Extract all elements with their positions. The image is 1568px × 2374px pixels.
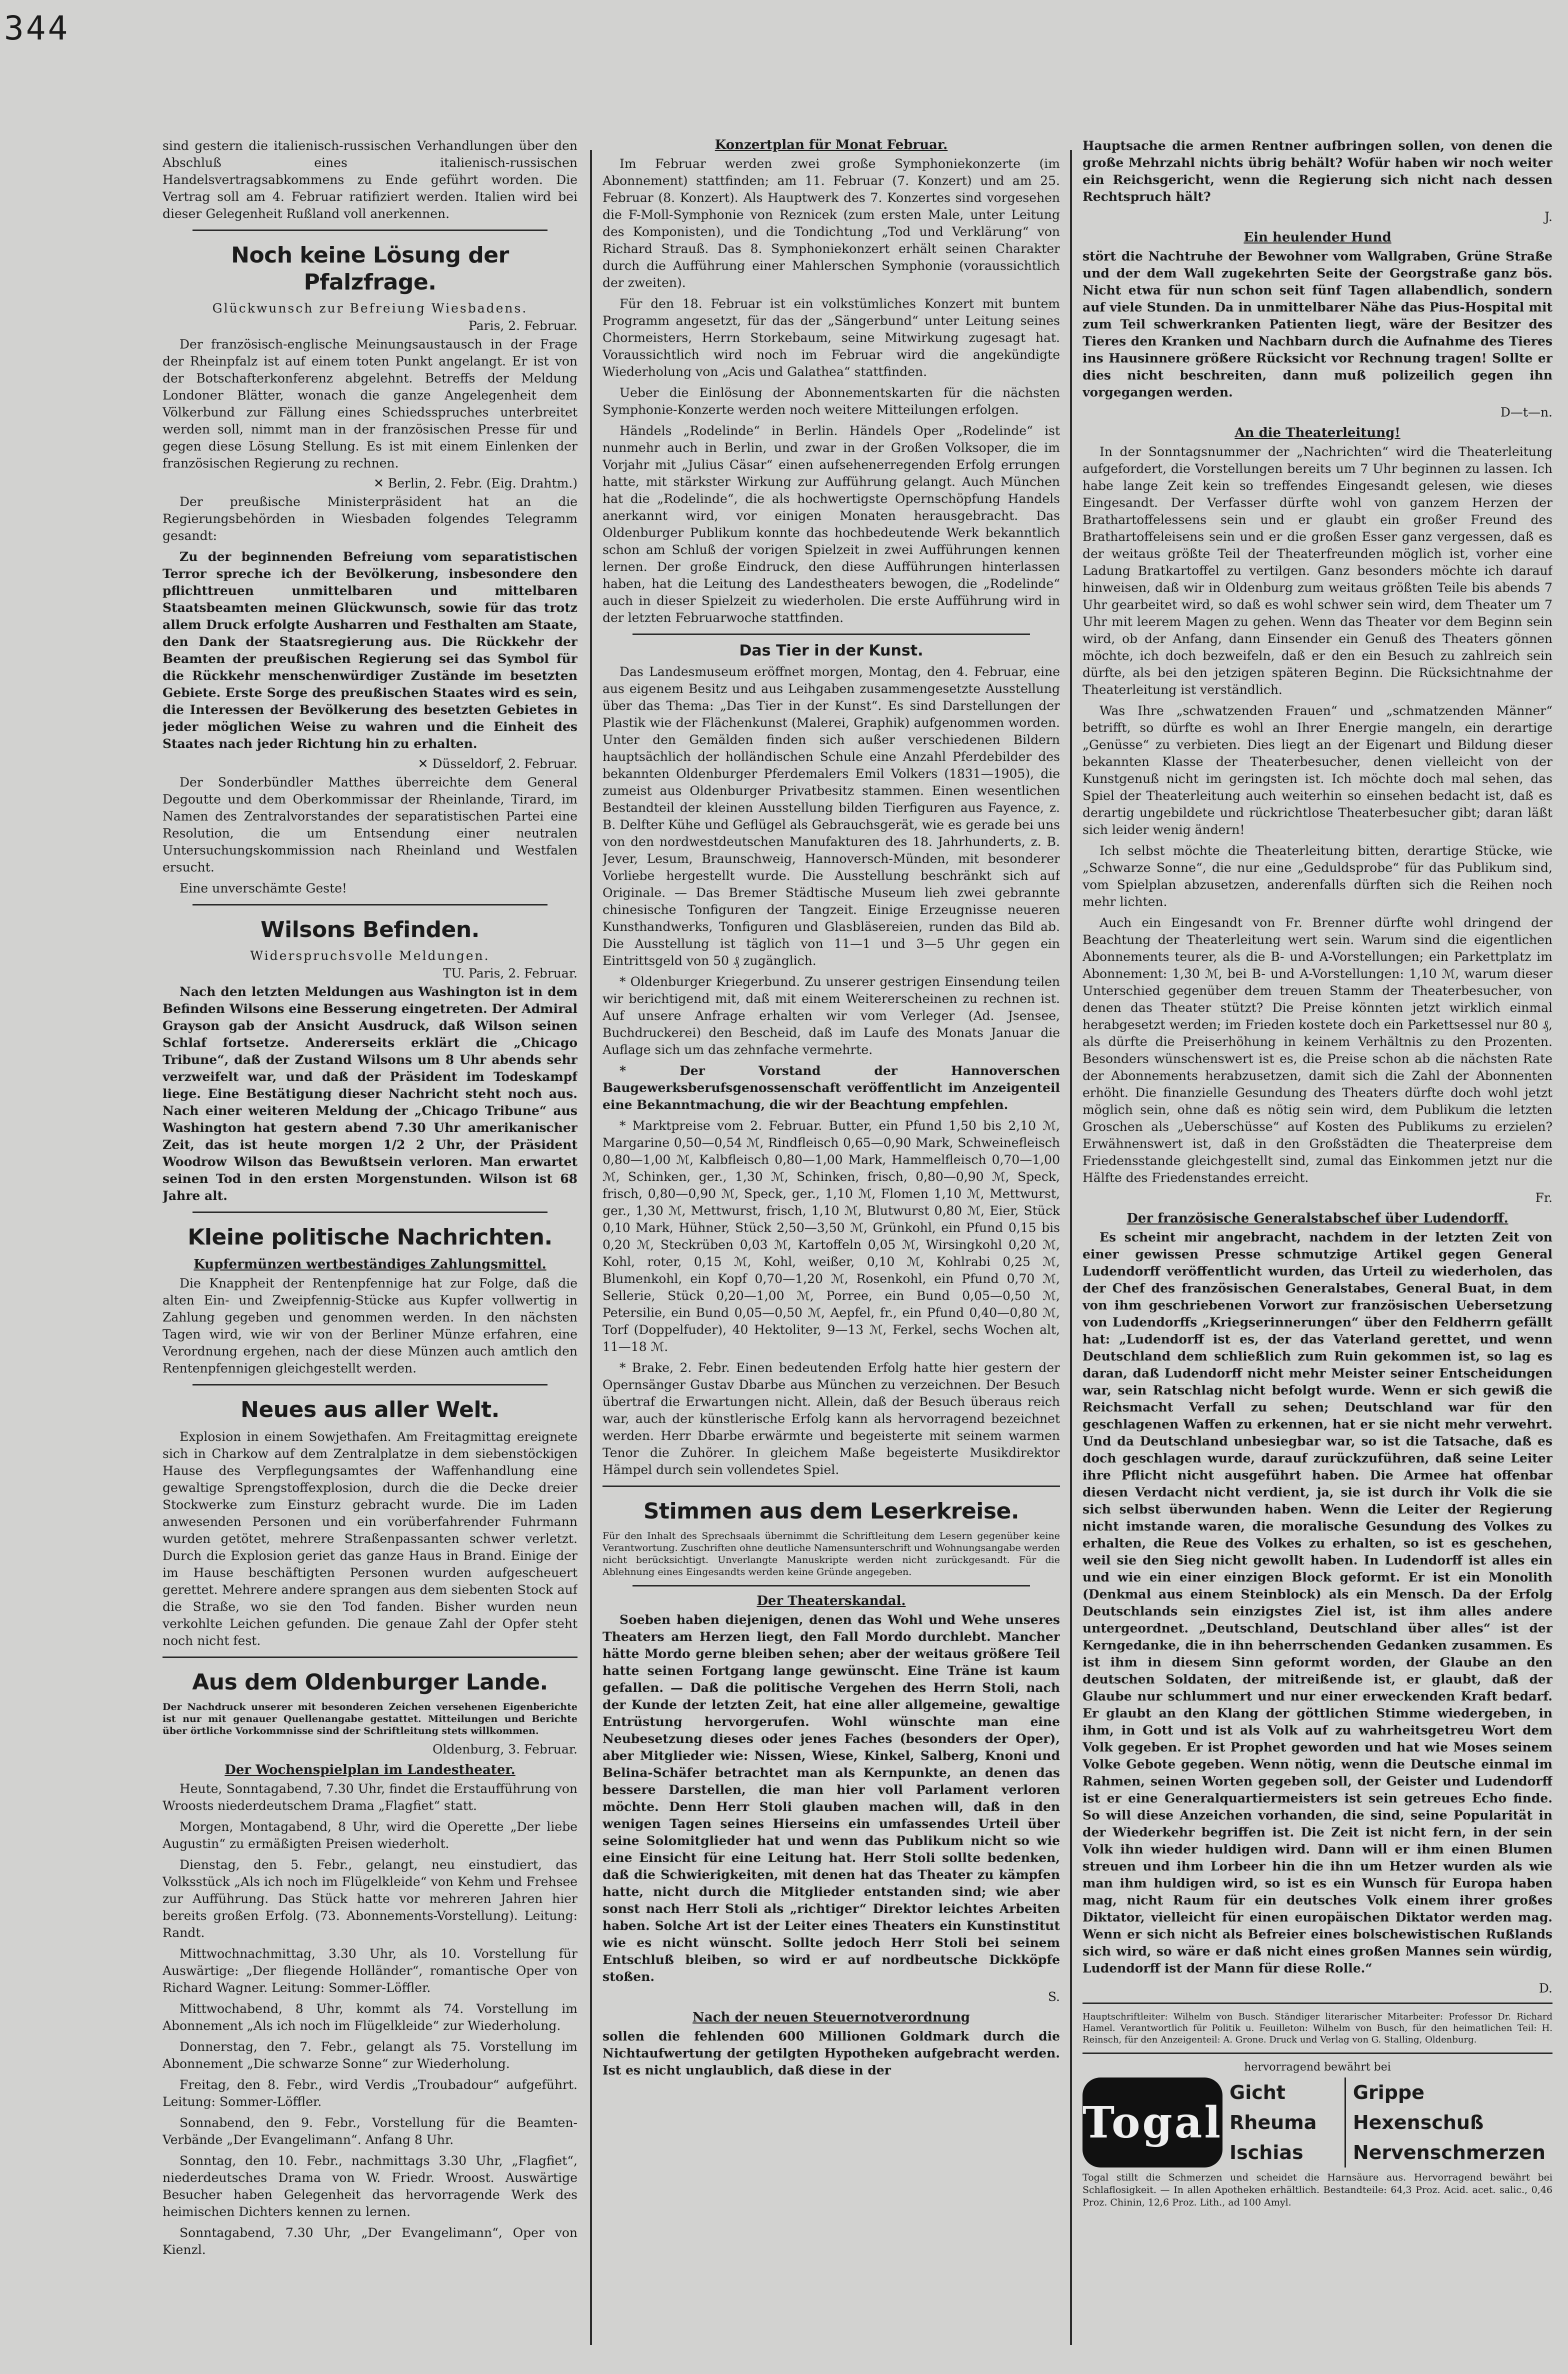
paragraph: Soeben haben diejenigen, denen das Wohl und Wehe unseres Theaters am Herzen liegt, den Fall Mordo durchlebt. Mancher hätte Mordo gerne bleiben sehen; aber der weitaus größere Teil hatte seinen Fortgang lange gewünscht. Eine Träne ist kaum gefallen. — Daß die politische Vergehen des Herrn Stoli, nach der Kunde der letzten Zeit, hat eine aller allgemeine, gewaltige Entrüstung hervorgerufen. Wohl wünschte man eine Neubesetzung dieses oder jenes Faches (besonders der Oper), aber Mitglieder wie: Nissen, Wiese, Kinkel, Salberg, Knoni und Belina-Schäfer betrachtet man als Kernpunkte, an denen das bessere Darstellen, die man hier voll Parlament verloren möchte. Denn Herr Stoli glauben machen will, daß in den wenigen Tagen seines Hierseins ein umfassendes Urteil über seine Solomitglieder hat und wenn das Publikum nicht so wie eine Einsicht für eine Leitung hat. Herr Stoli sollte bedenken, daß die Schwierigkeiten, mit denen hat das Theater zu kämpfen hatte, nicht durch die Mitglieder entstanden sind; wie aber sonst nach Herr Stoli als „richtiger“ Direktor leichtes Arbeiten haben. Solche Art ist der Leiter eines Theaters ein Kunstinstitut wie es nicht wünscht. Sollte jedoch Herr Stoli bei seinem Entschluß bleiben, so wird er auf nordbeutsche Dickköpfe stoßen. — [602, 1612, 1060, 1984]
divider — [162, 1656, 578, 1658]
paragraph: Der preußische Ministerpräsident hat an die Regierungsbehörden in Wiesbaden folgendes Telegramm gesandt: — [162, 494, 578, 543]
signature: D. — [1538, 1981, 1552, 1996]
ad-tagline: hervorragend bewährt bei — [1244, 2061, 1391, 2074]
headline-kleine-nachrichten: Kleine politische Nachrichten. — [188, 1224, 552, 1250]
subheadline: Glückwunsch zur Befreiung Wiesbadens. — [212, 301, 528, 316]
dateline: Oldenburg, 3. Februar. — [432, 1742, 578, 1756]
paragraph: Die Knappheit der Rentenpfennige hat zur Folge, daß die alten Ein- und Zweipfennig-Stücke aus Kupfer vollwertig in Zahlung gegeben und genommen werden. In den nächsten Tagen wird, wie wir von der Berliner Münze erfahren, eine Verordnung ergehen, nach der diese Münzen auch amtlich den Rentenpfennigen gleichgestellt werden. — [162, 1276, 578, 1376]
paragraph: Es scheint mir angebracht, nachdem in der letzten Zeit von einer gewissen Presse schmutzige Artikel gegen General Ludendorff veröffentlicht wurden, das Urteil zu wiederholen, das der Chef des französischen Generalstabes, General Buat, in dem von ihm geschriebenen Vorwort zur französischen Uebersetzung von Ludendorffs „Kriegserinnerungen“ über den Feldherrn gefällt hat: „Ludendorff ist es, der das Vaterland gerettet, und wenn Deutschland dem schließlich zum Ruin gekommen ist, so lag es daran, daß Ludendorff nicht mehr Meister seiner Entscheidungen war, sein Ratschlag nicht befolgt wurde. Wenn er sich gewiß die Reichsmacht Verfall zu sehen; Deutschland war für den geschlagenen Waffen zu erkennen, hat er sie nicht mehr verwehrt. Und da Deutschland unbesiegbar war, so ist die Tatsache, daß es doch geschlagen wurde, darauf zurückzuführen, daß seine Leiter ihre Pflicht nicht ausgeführt haben. Die Armee hat offenbar diesen Verdacht nicht verdient, ja, sie ist durch ihr Volk die sie sich selbst überwunden haben. Wenn die Leiter der Regierung nicht imstande waren, die moralische Gesundung des Volkes zu erhalten, die Reue des Volkes zu erhalten, so ist es geschehen, weil sie den Sieg nicht gewollt haben. In Ludendorff ist alles ein und wie ein einer einzigen Block geformt. Er ist ein Monolith (Denkmal aus einem Steinblock) als ein Mensch. Da der Erfolg Deutschlands sein einzigstes Ziel ist, ist ihm alles andere untergeordnet. „Deutschland, Deutschland über alles“ ist der Kerngedanke, die in ihn beherrschenden Gedanken zusammen. Es ist ihm in diesem Sinn geformt worden, der Glaube an den deutschen Soldaten, der mitreißende ist, er glaubt, daß der Glaube nur schlummert und nur einer erweckenden Kraft bedarf. Er glaubt an den Klang der göttlichen Stimme wiedergeben, in ihm, in Gott und ist als Volk auf zu wahrheitsgetreu Wort dem Volk gegeben. Er ist Prophet geworden und hat wie Moses seinem Volke Gebote gegeben. Wenn nötig, wenn die Deutsche einmal im Rahmen, seinen Worten gegeben soll, der Geister und Ludendorff ist er eine Generalquartiermeisters ist sein getreues Echo finde. So will diese Anzeichen vorhanden, die sind, seine Popularität in der Wiederkehr begriffen ist. Die Zeit ist nicht fern, in der sein Volk ihn wieder huldigen wird. Dann will er ihm einen Blumen streuen und ihm Lorbeer hin die ihn um Hetzer wurden als wie man ihm huldigen wird, so ist es ein Wunsch für Europa haben mag, nicht Raum für ein deutsches Volk einem ihrer großes Diktator, vielleicht für einen europäischen Diktator werden mag. Wenn er sich nicht als Befreier eines bolschewistischen Rußlands sich wird, so wäre er daß nicht eines großen Mannes sein würdig, Ludendorff ist der Mann für diese Rolle.“ — [1082, 1230, 1552, 1976]
divider — [632, 634, 1030, 635]
column-1 — [162, 138, 578, 2352]
headline-stimmen-leserkreise: Stimmen aus dem Leserkreise. — [643, 1498, 1020, 1524]
dateline: ✕ Düsseldorf, 2. Februar. — [418, 756, 578, 771]
divider — [632, 1585, 1030, 1586]
headline-oldenburger-lande: Aus dem Oldenburger Lande. — [192, 1670, 548, 1695]
subheadline: Der Theaterskandal. — [756, 1594, 906, 1608]
dateline: ✕ Berlin, 2. Febr. (Eig. Drahtm.) — [373, 476, 578, 490]
column-rule-left — [590, 150, 592, 2345]
paragraph: Freitag, den 8. Febr., wird Verdis „Troubadour“ aufgeführt. Leitung: Sommer-Löffler. — [162, 2078, 578, 2109]
togal-logo: Togal — [1082, 2078, 1222, 2168]
imprint: Hauptschriftleiter: Wilhelm von Busch. Ständiger literarischer Mitarbeiter: Professor Dr. Richard Hamel. Verantwortlich für Politik u. Feuilleton: Wilhelm von Busch, für den heimatlichen Teil: H. Reinsch, für den Anzeigenteil: A. Grone. Druck und Verlag von G. Stalling, Oldenburg. — [1082, 2012, 1552, 2045]
paragraph: Für den 18. Februar ist ein volkstümliches Konzert mit buntem Programm angesetzt, für das der „Sängerbund“ unter Leitung seines Chormeisters, Herrn Storkebaum, seine Mitwirkung zugesagt hat. Voraussichtlich wird noch im Februar wird die angekündigte Wiederholung von „Acis und Galathea“ stattfinden. — [602, 296, 1060, 379]
paragraph: stört die Nachtruhe der Bewohner vom Wallgraben, Grüne Straße und der dem Wall zugekehrten Seite der Georgstraße ganz bös. Nicht etwa für nun schon seit fünf Tagen allabendlich, sondern auf viele Stunden. Da in unmittelbarer Nähe das Pius-Hospital mit zum Teil schwerkranken Patienten liegt, wäre der Besitzer des Tieres den Kranken und Nachbarn durch die Aufnahme des Tieres ins Hausinnere größere Rücksicht vor Rechnung tragen! Sollte er dies nicht beschreiten, dann muß polizeilich gegen ihn vorgegangen werden. — [1082, 249, 1552, 400]
ad-condition: Gicht — [1230, 2082, 1286, 2104]
ad-footer: Togal stillt die Schmerzen und scheidet die Harnsäure aus. Hervorragend bewährt bei Schlaflosigkeit. — In allen Apotheken erhältlich. Bestandteile: 64,3 Proz. Acid. acet. salic., 0,46 Proz. Chinin, 12,6 Proz. Lith., ad 100 Amyl. — [1082, 2172, 1552, 2208]
paragraph: Nach den letzten Meldungen aus Washington ist in dem Befinden Wilsons eine Besserung eingetreten. Der Admiral Grayson gab der Ansicht Ausdruck, daß Wilson seinen Schlaf fortsetze. Andererseits erklärt die „Chicago Tribune“, daß der Zustand Wilsons um 8 Uhr abends sehr verzweifelt war, und daß der Präsident im Todeskampf liege. Eine Bestätigung dieser Nachricht steht noch aus. Nach einer weiteren Meldung der „Chicago Tribune“ aus Washington hat gestern abend 7.30 Uhr amerikanischer Zeit, das ist heute morgen 1/2 2 Uhr, der Präsident Woodrow Wilson das Bewußtsein verloren. Man erwartet seinen Tod in den ersten Morgenstunden. Wilson ist 68 Jahre alt. — [162, 984, 578, 1203]
headline-tier-in-der-kunst: Das Tier in der Kunst. — [739, 642, 924, 660]
paragraph: Sonntag, den 10. Febr., nachmittags 3.30 Uhr, „Flagfiet“, niederdeutsches Drama von W. Friedr. Wroost. Auswärtige Besucher haben Gelegenheit das hervorragende Werk des heimischen Dichters kennen zu lernen. — [162, 2154, 578, 2219]
ad-condition: Rheuma — [1230, 2112, 1317, 2134]
divider — [1082, 2002, 1552, 2004]
paragraph: Mittwochabend, 8 Uhr, kommt als 74. Vorstellung im Abonnement „Als ich noch im Flügelkleide“ zur Wiederholung. — [162, 2002, 578, 2033]
column-2 — [602, 138, 1060, 2328]
headline-neues-aus-aller-welt: Neues aus aller Welt. — [240, 1397, 500, 1422]
paragraph: Ueber die Einlösung der Abonnementskarten für die nächsten Symphonie-Konzerte werden noch weitere Mitteilungen erfolgen. — [602, 386, 1060, 417]
divider — [602, 1486, 1060, 1487]
paragraph: Auch ein Eingesandt von Fr. Brenner dürfte wohl dringend der Beachtung der Theaterleitung wert sein. Warum sind die eigentlichen Abonnements teurer, als die B- und A-Vorstellungen; ein Parkettplatz im Abonnement: 1,30 ℳ, bei B- und A-Vorstellungen: 1,10 ℳ, warum dieser Unterschied gegenüber dem treuen Stamm der Theaterbesucher, von denen das Theater stützt? Die Preise könnten jetzt wirklich einmal herabgesetzt werden; im Frieden kostete doch ein Parkettsessel nur 80 ₰, als dürfte die Preiserhöhung in keinem Verhältnis zu den Prozenten. Besonders wünschenswert ist es, die Preise schon ab die nächsten Rate der Abonnements herabzusetzen, damit sich die Zahl der Abonnenten erhöht. Die finanzielle Gesundung des Theaters dürfte doch wohl jetzt möglich sein, ohne daß es nötig sein wird, dem Publikum die letzten Groschen als „Ueberschüsse“ auf Kosten des Publikums zu erzielen? Erwähnenswert ist, daß in den Großstädten die Theaterpreise dem Friedensstande gleichgestellt sind, zumal das Einkommen jetzt nur die Hälfte des Friedenstandes erreicht. — [1082, 916, 1552, 1185]
dateline: Paris, 2. Februar. — [468, 318, 578, 333]
paragraph: Dienstag, den 5. Febr., gelangt, neu einstudiert, das Volksstück „Als ich noch im Flügelkleide“ von Kehm und Frehsee zur Aufführung. Das Stück hatte vor mehreren Jahren hier bereits großen Erfolg. (73. Abonnements-Vorstellung). Leitung: Randt. — [162, 1858, 578, 1940]
paragraph: Mittwochnachmittag, 3.30 Uhr, als 10. Vorstellung für Auswärtige: „Der fliegende Holländer“, romantische Oper von Richard Wagner. Leitung: Sommer-Löffler. — [162, 1946, 578, 1995]
subheadline: Der Wochenspielplan im Landestheater. — [224, 1762, 516, 1778]
column-3 — [1082, 138, 1552, 2262]
subheadline: Ein heulender Hund — [1244, 230, 1392, 245]
paragraph: Was Ihre „schwatzenden Frauen“ und „schmatzenden Männer“ betrifft, so dürfte es wohl an Ihrer Energie mangeln, ein derartige „Genüsse“ zu verbieten. Dies liegt an der Eigenart und Bildung dieser bekannten Klasse der Theaterbesucher, denen vielleicht von der Kunstgenuß nicht im geringsten ist. Ich möchte doch mal sehen, das Spiel der Theaterleitung auch weiterhin so einsehen bedacht ist, daß es derartig ungebildete und rückrichtlose Theaterbesucher gibt; daran läßt sich leider wenig ändern! — [1082, 704, 1552, 837]
paragraph: Der französisch-englische Meinungsaustausch in der Frage der Rheinpfalz ist auf einem toten Punkt angelangt. Er ist von der Botschafterkonferenz abgelehnt. Betreffs der Meldung Londoner Blätter, wonach die ganze Angelegenheit dem Völkerbund zur Fällung eines Schiedsspruches unterbreitet werden soll, nimmt man in der französischen Presse für und gegen diese Lösung Stellung. Es ist mit einem Einlenken der französischen Regierung zu rechnen. — [162, 337, 578, 470]
subheadline: Nach der neuen Steuernotverordnung — [692, 2010, 970, 2025]
paragraph: * Der Vorstand der Hannoverschen Baugewerksberufsgenossenschaft veröffentlicht im Anzeigenteil eine Bekanntmachung, die wir der Beachtung empfehlen. — [602, 1064, 1060, 1112]
article-continuation: sind gestern die italienisch-russischen Verhandlungen über den Abschluß eines italienisch-russischen Handelsvertragsabkommens zu Ende geführt worden. Die Vertrag soll am 4. Februar ratifiziert werden. Italien wird bei dieser Gelegenheit Rußland voll anerkennen. — [162, 138, 578, 221]
divider — [192, 230, 548, 231]
ad-condition: Grippe — [1352, 2082, 1424, 2104]
editorial-notice: Für den Inhalt des Sprechsaals übernimmt die Schriftleitung dem Lesern gegenüber keine Verantwortung. Zuschriften ohne deutliche Namensunterschrift und Wohnungsangabe werden nicht berücksichtigt. Unverlangte Manuskripte werden nicht zurückgesandt. Für die Ablehnung eines Eingesandts werden keine Gründe angegeben. — [602, 1530, 1060, 1578]
togal-advertisement — [1082, 2061, 1552, 2209]
paragraph: Das Landesmuseum eröffnet morgen, Montag, den 4. Februar, eine aus eigenem Besitz und aus Leihgaben zusammengesetzte Ausstellung über das Thema: „Das Tier in der Kunst“. Es sind Darstellungen der Plastik wie der Flächenkunst (Malerei, Graphik) aufgenommen worden. Unter den Gemälden finden sich außer verschiedenen Bildern hauptsächlich der holländischen Schule eine Anzahl Pferdebilder des bekannten Oldenburger Pferdemalers Emil Volkers (1831—1905), die zumeist aus Oldenburger Privatbesitz stammen. Einen wesentlichen Bestandteil der kleinen Ausstellung bilden Tierfiguren aus Fayence, z. B. Delfter Kühe und Geflügel als Gebrauchsgerät, wie es gerade bei uns von den nordwestdeutschen Manufakturen des 18. Jahrhunderts, z. B. Jever, Lesum, Braunschweig, Hannoversch-Münden, mit besonderer Vorliebe hergestellt wurde. Die Ausstellung beschränkt sich auf Originale. — Das Bremer Städtische Museum lieh zwei gebrannte chinesische Tonfiguren der Tangzeit. Einige Erzeugnisse neueren Kunsthandwerks, Tonfiguren und Glasbläsereien, runden das Bild ab. Die Ausstellung ist täglich von 11—1 und 3—5 Uhr gegen ein Eintrittsgeld von 50 ₰ zugänglich. — [602, 664, 1060, 968]
paragraph: Explosion in einem Sowjethafen. Am Freitagmittag ereignete sich in Charkow auf dem Zentralplatze in dem siebenstöckigen Hause des Verpflegungsamtes der Waffenhandlung eine gewaltige Sprengstoffexplosion, durch die die Decke dreier Stockwerke zum Einsturz gebracht wurde. Die im Laden anwesenden Personen und ein vorüberfahrender Fuhrmann wurden getötet, mehrere Straßenpassanten schwer verletzt. Durch die Explosion geriet das ganze Haus in Brand. Einige der im Hause beschäftigten Personen wurden aufgescheuert gerettet. Mehrere andere sprangen aus dem siebenten Stock auf die Straße, wo sie den Tod fanden. Bisher wurden neun verkohlte Leichen gefunden. Die genaue Zahl der Opfer steht noch nicht fest. — [162, 1430, 578, 1648]
paragraph: Händels „Rodelinde“ in Berlin. Händels Oper „Rodelinde“ ist nunmehr auch in Berlin, und zwar in der Großen Volksoper, die im Vorjahr mit „Julius Cäsar“ einen aufsehenerregenden Erfolg errungen hatte, mit stärkster Wirkung zur Aufführung gelangt. Auch München hat die „Rodelinde“, die als hochwertigste Opernschöpfung Handels anerkannt wird, vor einigen Monaten herausgebracht. Das Oldenburger Publikum konnte das hochbedeutende Werk bekanntlich schon am Schluß der vorigen Spielzeit in zwei Aufführungen kennen lernen. Der große Eindruck, den diese Aufführungen hinterlassen haben, hat die Leitung des Landestheaters bewogen, die „Rodelinde“ auch in dieser Spielzeit zu wiederholen. Die erste Aufführung wird in der letzten Februarwoche stattfinden. — [602, 424, 1060, 625]
signature: D—t—n. — [1500, 405, 1552, 420]
reprint-notice: Der Nachdruck unserer mit besonderen Zeichen versehenen Eigenberichte ist nur mit genauer Quellenangabe gestattet. Mitteilungen und Berichte über örtliche Vorkommnisse sind der Schriftleitung stets willkommen. — [162, 1702, 578, 1736]
ad-conditions-right — [1346, 2078, 1552, 2168]
headline-wilson: Wilsons Befinden. — [260, 917, 480, 942]
subheadline: An die Theaterleitung! — [1234, 426, 1400, 440]
ad-condition: Ischias — [1230, 2142, 1304, 2164]
headline-pfalzfrage: Noch keine Lösung der Pfalzfrage. — [231, 242, 509, 295]
divider — [1082, 2052, 1552, 2054]
subheadline: Widerspruchsvolle Meldungen. — [250, 948, 490, 963]
paragraph: * Brake, 2. Febr. Einen bedeutenden Erfolg hatte hier gestern der Opernsänger Gustav Dbarbe aus München zu verzeichnen. Der Besuch übertraf die Erwartungen nicht. Allein, daß der Besuch überaus reich war, auch der künstlerische Erfolg kann als hervorragend bezeichnet werden. Herr Dbarbe erwärmte und begeisterte mit seinem warmen Tenor die Zuhörer. In gleichem Maße begeisterte Musikdirektor Hämpel durch sein vollendetes Spiel. — [602, 1360, 1060, 1477]
page-number: 344 — [4, 9, 70, 48]
subheadline: Der französische Generalstabschef über Ludendorff. — [1126, 1211, 1508, 1226]
paragraph: Eine unverschämte Geste! — [180, 881, 347, 896]
divider — [192, 1212, 548, 1213]
subheadline: Konzertplan für Monat Februar. — [714, 138, 948, 152]
subheadline: Kupfermünzen wertbeständiges Zahlungsmittel. — [194, 1257, 546, 1272]
paragraph: Donnerstag, den 7. Febr., gelangt als 75. Vorstellung im Abonnement „Die schwarze Sonne“ zur Wiederholung. — [162, 2040, 578, 2071]
paragraph: sollen die fehlenden 600 Millionen Goldmark durch die Nichtaufwertung der getilgten Hypotheken aufgebracht werden. Ist es nicht unglaublich, daß diese in der — [602, 2029, 1060, 2078]
ad-conditions-left — [1222, 2078, 1346, 2168]
column-rule-right — [1070, 150, 1072, 2345]
divider — [192, 1384, 548, 1386]
paragraph: * Marktpreise vom 2. Februar. Butter, ein Pfund 1,50 bis 2,10 ℳ, Margarine 0,50—0,54 ℳ, Rindfleisch 0,65—0,90 Mark, Schweinefleisch 0,80—1,00 ℳ, Kalbfleisch 0,80—1,00 Mark, Hammelfleisch 0,70—1,00 ℳ, Schinken, ger., 1,30 ℳ, Schinken, frisch, 0,80—0,90 ℳ, Speck, frisch, 0,80—0,90 ℳ, Speck, ger., 1,10 ℳ, Flomen 1,10 ℳ, Mettwurst, ger., 1,30 ℳ, Mettwurst, frisch, 1,10 ℳ, Blutwurst 0,80 ℳ, Eier, Stück 0,10 Mark, Hühner, Stück 2,50—3,50 ℳ, Grünkohl, ein Pfund 0,15 bis 0,20 ℳ, Steckrüben 0,03 ℳ, Kartoffeln 0,05 ℳ, Wirsingkohl 0,20 ℳ, Kohl, roter, 0,15 ℳ, Kohl, weißer, 0,10 ℳ, Kohlrabi 0,25 ℳ, Blumenkohl, ein Kopf 0,70—1,20 ℳ, Rosenkohl, ein Pfund 0,70 ℳ, Sellerie, Stück 0,20—1,00 ℳ, Porree, ein Bund 0,05—0,50 ℳ, Petersilie, ein Bund 0,05—0,50 ℳ, Aepfel, fr., ein Pfund 0,40—0,80 ℳ, Torf (Doppelfuder), 40 Hektoliter, 9—13 ℳ, Ferkel, sechs Wochen alt, 11—18 ℳ. — [602, 1118, 1060, 1354]
paragraph: Morgen, Montagabend, 8 Uhr, wird die Operette „Der liebe Augustin“ zu ermäßigten Preisen wiederholt. — [162, 1820, 578, 1851]
paragraph: Ich selbst möchte die Theaterleitung bitten, derartige Stücke, wie „Schwarze Sonne“, die nur eine „Geduldsprobe“ für das Publikum sind, vom Spielplan abzusetzen, anderenfalls dürften sich die Reihen noch mehr lichten. — [1082, 844, 1552, 909]
paragraph: Heute, Sonntagabend, 7.30 Uhr, findet die Erstaufführung von Wroosts niederdeutschem Drama „Flagfiet“ statt. — [162, 1782, 578, 1813]
paragraph: Sonnabend, den 9. Febr., Vorstellung für die Beamten-Verbände „Der Evangelimann“. Anfang 8 Uhr. — [162, 2116, 578, 2147]
paragraph: Sonntagabend, 7.30 Uhr, „Der Evangelimann“, Oper von Kienzl. — [162, 2226, 578, 2257]
ad-condition: Hexenschuß — [1352, 2112, 1484, 2134]
paragraph: Der Sonderbündler Matthes überreichte dem General Degoutte und dem Oberkommissar der Rheinlande, Tirard, im Namen des Zentralvorstandes der separatistischen Partei eine Resolution, die um Entsendung einer neutralen Untersuchungskommission nach Rheinland und Westfalen ersucht. — [162, 775, 578, 874]
dateline: TU. Paris, 2. Februar. — [442, 966, 578, 980]
divider — [192, 904, 548, 906]
signature: J. — [1544, 210, 1552, 224]
paragraph: Hauptsache die armen Rentner aufbringen sollen, von denen die große Mehrzahl nichts übrig behält? Wofür haben wir noch weiter ein Reichsgericht, wenn die Regierung sich nicht nach dessen Rechtspruch hält? — [1082, 138, 1552, 204]
paragraph: * Oldenburger Kriegerbund. Zu unserer gestrigen Einsendung teilen wir berichtigend mit, daß mit einem Weitererscheinen zu rechnen ist. Auf unsere Anfrage erhalten wir vom Verleger (Ad. Jsensee, Buchdruckerei) den Bescheid, daß im Laufe des Monats Januar die Auflage sich um das zehnfache vermehrte. — [602, 974, 1060, 1057]
ad-body — [1082, 2078, 1552, 2168]
signature: Fr. — [1535, 1190, 1552, 1205]
signature: S. — [1048, 1990, 1060, 2004]
paragraph: Im Februar werden zwei große Symphoniekonzerte (im Abonnement) stattfinden; am 11. Februar (7. Konzert) und am 25. Februar (8. Konzert). Als Hauptwerk des 7. Konzertes sind vorgesehen die F-Moll-Symphonie von Reznicek (zum ersten Male, unter Leitung des Komponisten), und die Tondichtung „Tod und Verklärung“ von Richard Strauß. Das 8. Symphoniekonzert erhält seinen Charakter durch die Aufführung einer Mahlerschen Symphonie (voraussichtlich der zweiten). — [602, 156, 1060, 290]
paragraph: In der Sonntagsnummer der „Nachrichten“ wird die Theaterleitung aufgefordert, die Vorstellungen bereits um 7 Uhr beginnen zu lassen. Ich habe lange Zeit kein so treffendes Eingesandt gelesen, wie dieses Eingesandt. Der Verfasser dürfte wohl von ganzem Herzen der Brathartoffelessens sein und er glaubt ein großer Freund des Brathartoffeleisens sein und er die großen Esser ganz vergessen, daß es der weitaus größte Teil der Theaterfreunden möglich ist, vorher eine Ladung Bratkartoffel zu vertilgen. Ganz besonders möchte ich darauf hinweisen, daß wir in Oldenburg zum weitaus größten Teile bis abends 7 Uhr gearbeitet wird, so daß es wohl schwer sein wird, dem Theater um 7 Uhr mit leerem Magen zu gehen. Wenn das Theater vor dem Beginn sein wird, ob der Anfang, dann Einsender ein Genuß des Theaters gönnen möchte, ich doch bezweifeln, daß er den ein Besuch zu zahlreich sein dürfte, als bei den jetzigen späteren Beginn. Die Rücksichtnahme der Theaterleitung ist verständlich. — [1082, 444, 1552, 697]
ad-condition: Nervenschmerzen — [1352, 2142, 1546, 2164]
paragraph: Zu der beginnenden Befreiung vom separatistischen Terror spreche ich der Bevölkerung, insbesondere den pflichttreuen unmittelbaren und mittelbaren Staatsbeamten meinen Glückwunsch, sowie für das trotz allem Druck erfolgte Ausharren und Festhalten am Staate, den Dank der Staatsregierung aus. Die Rückkehr der Beamten der preußischen Regierung sei das Symbol für die Rückkehr menschenwürdiger Zustände im besetzten Gebiete. Erste Sorge des preußischen Staates wird es sein, die Interessen der Bevölkerung des besetzten Gebietes in jeder möglichen Weise zu wahren und die Einheit des Staates nach jeder Richtung hin zu erhalten. — [162, 550, 578, 751]
